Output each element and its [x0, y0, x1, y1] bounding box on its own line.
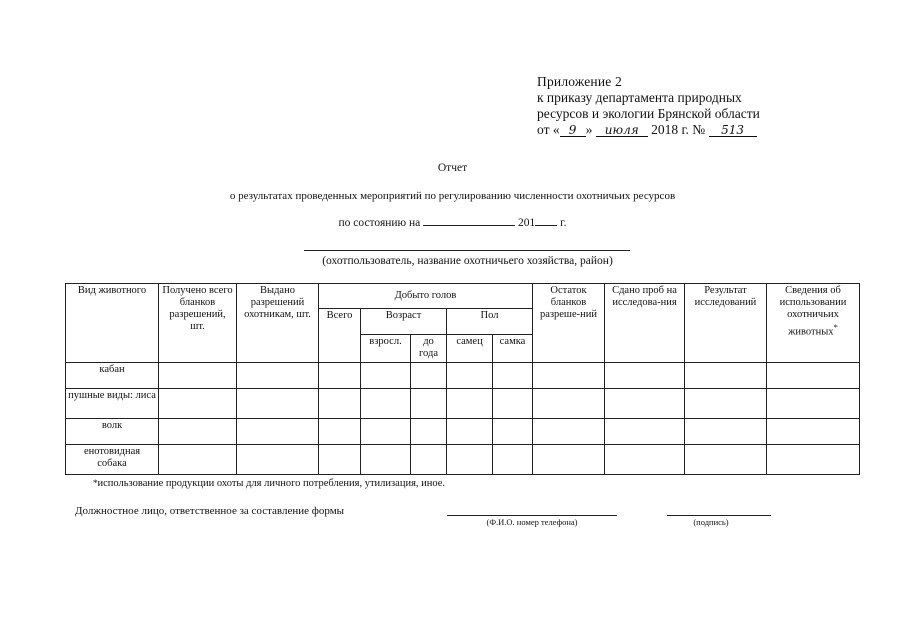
header-adult: взросл.	[361, 335, 411, 363]
row-label: кабан	[66, 363, 159, 389]
report-subtitle: о результатах проведенных мероприятий по регулированию численности охотничьих ресурсов	[229, 190, 676, 202]
header-samples: Сдано проб на исследова-ния	[605, 284, 685, 363]
header-sex: Пол	[447, 309, 533, 335]
header-results: Результат исследований	[685, 284, 767, 363]
appendix-date-line	[537, 122, 760, 138]
sign-caption: (подпись)	[693, 517, 729, 527]
date-year: 2018 г. №	[651, 122, 706, 137]
header-total: Всего	[319, 309, 361, 363]
as-of-suffix: г.	[560, 217, 567, 229]
footnote-mark: *	[93, 478, 98, 488]
header-usage-text: Сведения об использовании охотничьих животных	[779, 285, 847, 338]
header-harvested: Добыто голов	[319, 284, 533, 309]
fio-caption: (Ф.И.О. номер телефона)	[486, 517, 578, 527]
header-age: Возраст	[361, 309, 447, 335]
appendix-line-department: ресурсов и экологии Брянской области	[537, 106, 760, 121]
header-usage	[767, 284, 860, 363]
as-of-prefix: по состоянию на	[338, 217, 421, 229]
hunter-blank-line	[304, 250, 630, 251]
table-row	[66, 389, 860, 419]
table-row	[66, 419, 860, 445]
table-row	[66, 445, 860, 475]
date-day: 9	[560, 124, 586, 137]
header-male: самец	[447, 335, 493, 363]
appendix-block	[537, 74, 760, 138]
header-remaining: Остаток бланков разреше-ний	[533, 284, 605, 363]
header-received: Получено всего бланков разрешений, шт.	[159, 284, 237, 363]
footnote-text: использование продукции охоты для личного потребления, утилизация, иное.	[97, 478, 446, 489]
report-heading: Отчет	[437, 162, 468, 174]
row-label: волк	[66, 419, 159, 445]
appendix-line-order: к приказу департамента природных	[537, 90, 742, 105]
as-of-date-blank	[423, 215, 515, 226]
header-issued: Выдано разрешений охотникам, шт.	[237, 284, 319, 363]
footnote	[93, 478, 445, 489]
date-mid: »	[585, 122, 593, 137]
header-under-year: до года	[411, 335, 447, 363]
header-usage-mark: *	[833, 322, 838, 332]
hunter-caption: (охотпользователь, название охотничьего хозяйства, район)	[322, 255, 613, 267]
date-month: июля	[596, 124, 648, 137]
official-label: Должностное лицо, ответственное за составление формы	[75, 505, 345, 517]
report-table	[65, 283, 860, 475]
as-of-year-blank	[535, 215, 557, 226]
as-of-line	[0, 215, 905, 229]
header-female: самка	[493, 335, 533, 363]
row-label: енотовидная собака	[66, 445, 159, 475]
table-row	[66, 363, 860, 389]
header-animal: Вид животного	[66, 284, 159, 363]
date-prefix: от «	[537, 122, 560, 137]
order-number: 513	[709, 124, 757, 137]
as-of-year: 201	[518, 217, 536, 229]
sign-line	[667, 515, 771, 516]
appendix-title: Приложение 2	[537, 74, 622, 89]
row-label: пушные виды: лиса	[66, 389, 159, 419]
fio-line	[447, 515, 617, 516]
